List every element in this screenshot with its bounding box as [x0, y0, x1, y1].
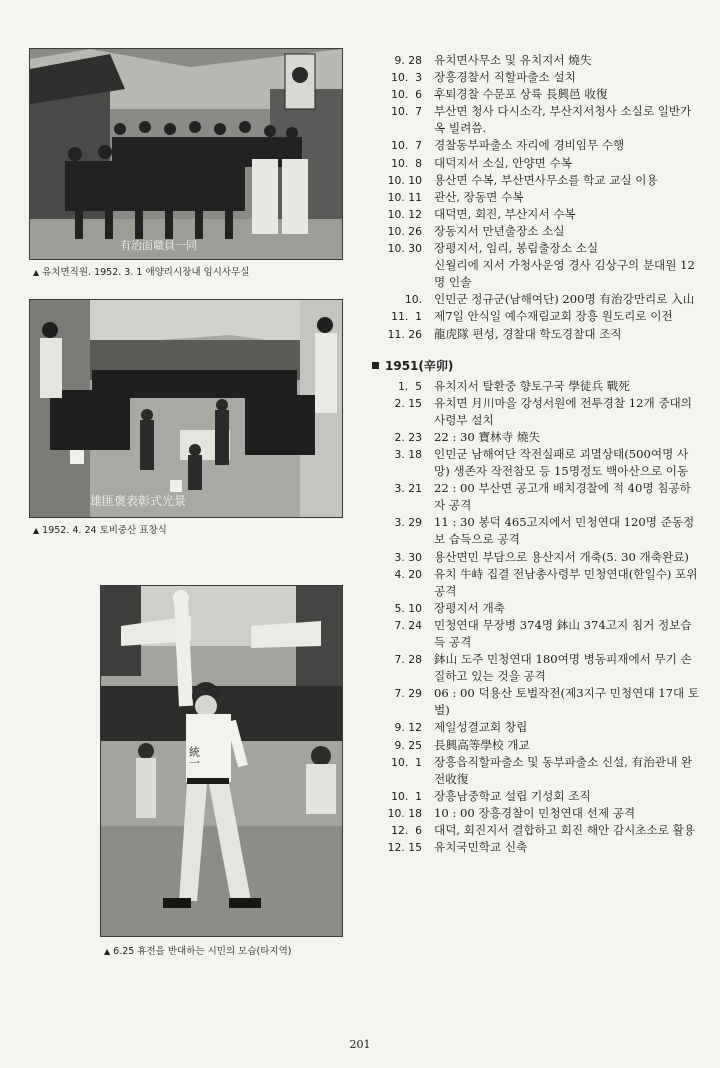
triangle-marker-icon: ▲ — [33, 268, 40, 277]
entry-date: 10. 11 — [387, 190, 422, 204]
entry-text: 인민군 남해여단 작전실패로 괴멸상태(500여명 사망) 생존자 작전참모 등 15명정도 백아산으로 이동 — [434, 446, 689, 479]
entry-text: 장평지서 개축 — [434, 600, 505, 615]
entry-text: 장흥경찰서 직할파출소 설치 — [434, 70, 576, 85]
chronology-entry — [372, 549, 702, 566]
entry-date: 10. 30 — [387, 242, 422, 256]
entry-date: 11. 1 — [391, 310, 422, 324]
entry-date: 10. 3 — [391, 71, 422, 85]
chronology-entry — [372, 446, 702, 480]
entry-text: 長興高等學校 개교 — [434, 737, 530, 752]
chronology-entry — [372, 737, 702, 754]
photo-caption — [33, 522, 167, 536]
triangle-marker-icon: ▲ — [33, 526, 40, 535]
entry-text: 관산, 장동면 수복 — [434, 189, 524, 204]
entry-text: 인민군 정규군(남해여단) 200명 有治강만리로 入山 — [434, 292, 695, 307]
photo-inscription: 雄匪褒表彰式光景 — [90, 494, 187, 508]
entry-text: 부산면 청사 다시소각, 부산지서청사 소실로 일반가옥 빌려씀. — [434, 104, 692, 136]
entry-text: 유치 牛峙 집결 전남총사령부 민청연대(한일수) 포위 공격 — [434, 566, 698, 598]
entry-text: 유치지서 탈환중 향토구국 學徒兵 戰死 — [434, 378, 630, 393]
entry-date: 10. 18 — [387, 806, 422, 820]
entry-text: 22 : 00 부산면 공고개 배치경찰에 적 40명 침공하자 공격 — [434, 481, 691, 513]
square-bullet-icon — [372, 362, 379, 369]
entry-date: 10. 7 — [391, 105, 422, 119]
chronology-entry — [372, 480, 702, 514]
entry-text: 장흥읍직할파출소 및 동부파출소 신설, 有治관내 완전收復 — [434, 754, 693, 786]
entry-text: 대덕면, 회진, 부산지서 수복 — [434, 206, 576, 221]
chronology-entry — [372, 617, 702, 651]
entry-date: 10. 26 — [387, 224, 422, 238]
entry-text: 용산면민 부담으로 용산지서 개축(5. 30 개축완료) — [434, 549, 689, 564]
chronology-entry — [372, 86, 702, 103]
chronology-entry — [372, 223, 702, 240]
chronology-entry — [372, 172, 702, 189]
entry-text: 경찰동부파출소 자리에 경비임무 수행 — [434, 138, 625, 153]
chronology-entry — [372, 155, 702, 172]
chronology-entry — [372, 69, 702, 86]
entry-date: 4. 20 — [394, 567, 422, 581]
photo-caption — [104, 943, 291, 957]
entry-text: 후퇴경찰 수문포 상륙 長興邑 收復 — [434, 87, 608, 102]
triangle-marker-icon: ▲ — [104, 947, 111, 956]
chronology-entry — [372, 719, 702, 736]
chronology-entry — [372, 52, 702, 69]
entry-text: 10 : 00 장흥경찰이 민청연대 선제 공격 — [434, 805, 636, 820]
entry-text: 대덕, 회진지서 결합하고 회진 해안 감시초소로 활용 — [434, 823, 695, 838]
entry-date: 7. 24 — [394, 618, 422, 632]
entry-date: 5. 10 — [394, 601, 422, 615]
caption-text: 6.25 휴전을 반대하는 시민의 모습(타지역) — [113, 946, 292, 957]
page-number: 201 — [349, 1038, 371, 1051]
photo-staff-group — [29, 48, 343, 260]
entry-date: 9. 25 — [394, 738, 422, 752]
chronology-entry — [372, 754, 702, 788]
chronology-entry — [372, 822, 702, 839]
entry-date: 7. 28 — [394, 653, 422, 667]
chronology-entry — [372, 651, 702, 685]
entry-date: 3. 29 — [394, 516, 422, 530]
entry-text: 용산면 수복, 부산면사무소를 학교 교실 이용 — [434, 172, 658, 187]
entry-text: 龍虎隊 편성, 경찰대 학도경찰대 조직 — [434, 326, 622, 341]
chronology-entry — [372, 429, 702, 446]
entry-date: 1. 5 — [397, 379, 422, 393]
entry-date: 2. 15 — [394, 396, 422, 410]
entry-date — [372, 257, 422, 291]
chronology-entry — [372, 308, 702, 325]
chronology-1951 — [372, 378, 702, 857]
chronology-entry — [372, 685, 702, 719]
entry-text: 06 : 00 덕용산 토벌작전(제3지구 민청연대 17대 토벌) — [434, 686, 700, 718]
entry-text: 민청연대 무장병 374명 鉢山 374고지 침거 정보습득 공격 — [434, 617, 692, 649]
photo-protest — [100, 585, 343, 937]
chronology-entry — [372, 326, 702, 343]
chronology-entry — [372, 240, 702, 257]
entry-date: 10. 7 — [391, 139, 422, 153]
entry-date: 12. 15 — [387, 841, 422, 855]
entry-date: 11. 26 — [387, 327, 422, 341]
entry-text: 장흥남중학교 설립 기성회 조직 — [434, 788, 591, 803]
entry-date: 10. 1 — [391, 789, 422, 803]
entry-date: 10. — [404, 293, 422, 307]
entry-date: 10. 12 — [387, 207, 422, 221]
caption-text: 1952. 4. 24 토비중산 표창식 — [42, 525, 167, 536]
chronology-entry — [372, 566, 702, 600]
photo-inscription: 有治面職員一同 — [120, 239, 197, 252]
chronology-entry — [372, 788, 702, 805]
entry-text: 신월리에 지서 가청사운영 경사 김상구의 분대원 12명 인솔 — [434, 258, 695, 290]
entry-text: 11 : 30 봉덕 465고지에서 민청연대 120명 준동정보 습득으로 공격 — [434, 515, 695, 547]
entry-text: 鉢山 도주 민청연대 180여명 병동피재에서 무기 손질하고 있는 것을 공격 — [434, 652, 692, 684]
chronology-entry — [372, 805, 702, 822]
year-heading — [372, 357, 702, 374]
chronology-entry — [372, 103, 702, 137]
entry-date: 3. 18 — [394, 447, 422, 461]
chronology-entry — [372, 600, 702, 617]
entry-text: 장평지서, 임리, 봉림출장소 소실 — [434, 241, 599, 256]
entry-text: 22 : 30 寶林寺 燒失 — [434, 429, 541, 444]
entry-date: 9. 12 — [394, 721, 422, 735]
chronology-entry — [372, 206, 702, 223]
entry-text: 장동지서 만년출장소 소실 — [434, 223, 565, 238]
entry-text: 제7일 안식일 예수재림교회 장흥 원도리로 이전 — [434, 309, 673, 324]
chronology-entry — [372, 514, 702, 548]
entry-text: 제일성결교회 창립 — [434, 720, 528, 735]
entry-date: 2. 23 — [394, 430, 422, 444]
chronology-1950 — [372, 52, 702, 343]
entry-text: 유치국민학교 신축 — [434, 840, 528, 855]
year-heading-text: 1951(辛卯) — [385, 358, 454, 373]
entry-date: 10. 10 — [387, 173, 422, 187]
chronology-entry — [372, 395, 702, 429]
entry-text: 유치면사무소 및 유치지서 燒失 — [434, 53, 592, 67]
entry-text: 유치면 月川마을 강성서원에 전투경찰 12개 중대의 사령부 설치 — [434, 395, 692, 427]
entry-date: 10. 1 — [391, 755, 422, 769]
entry-date: 9. 28 — [391, 54, 422, 67]
photo-ceremony — [29, 299, 343, 518]
entry-date: 10. 6 — [391, 88, 422, 102]
chronology-entry — [372, 839, 702, 856]
chronology-entry — [372, 257, 702, 291]
entry-text: 대덕지서 소실, 안양면 수복 — [434, 155, 572, 170]
entry-date: 10. 8 — [391, 156, 422, 170]
photo-inscription: 統一 — [187, 746, 201, 768]
photo-caption — [33, 264, 249, 278]
caption-text: 유치면직원. 1952. 3. 1 애양리시장내 임시사무실 — [42, 267, 250, 278]
chronology-entry — [372, 291, 702, 308]
entry-date: 3. 30 — [394, 550, 422, 564]
chronology-entry — [372, 189, 702, 206]
entry-date: 12. 6 — [391, 824, 422, 838]
entry-date: 7. 29 — [394, 687, 422, 701]
chronology-entry — [372, 137, 702, 154]
chronology-entry — [372, 378, 702, 395]
chronology — [372, 52, 702, 856]
entry-date: 3. 21 — [394, 482, 422, 496]
